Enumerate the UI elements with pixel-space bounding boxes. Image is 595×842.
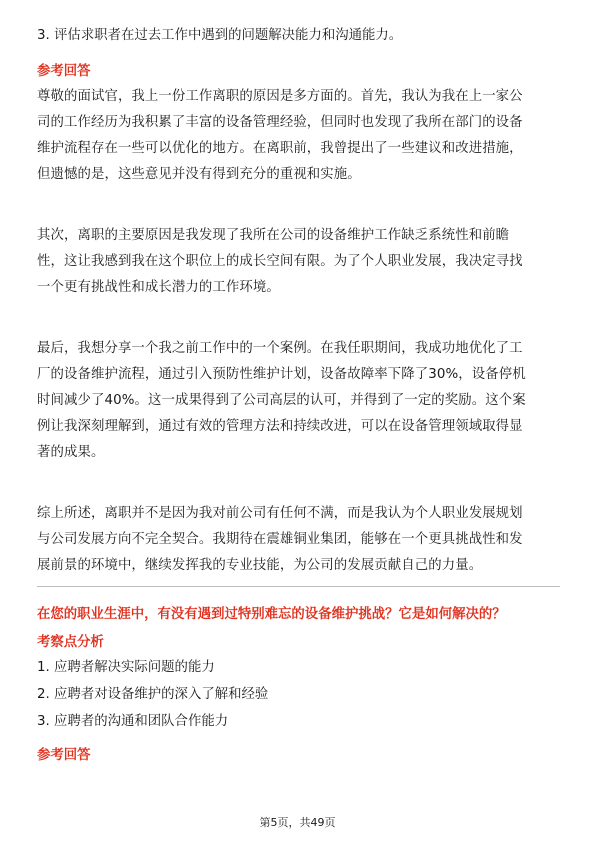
analysis-item: 3. 应聘者的沟通和团队合作能力 — [37, 714, 229, 729]
answer-heading: 参考回答 — [37, 64, 91, 79]
paragraph-line: 展前景的环境中，继续发挥我的专业技能，为公司的发展贡献自己的力量。 — [37, 558, 483, 573]
paragraph-line: 司的工作经历为我积累了丰富的设备管理经验，但同时也发现了我所在部门的设备 — [37, 115, 523, 130]
paragraph-line: 维护流程存在一些可以优化的地方。在离职前，我曾提出了一些建议和改进措施， — [37, 141, 523, 156]
interview-question: 在您的职业生涯中，有没有遇到过特别难忘的设备维护挑战？它是如何解决的？ — [37, 607, 506, 622]
paragraph-line: 但遗憾的是，这些意见并没有得到充分的重视和实施。 — [37, 167, 361, 182]
paragraph-line: 尊敬的面试官，我上一份工作离职的原因是多方面的。首先，我认为我在上一家公 — [37, 89, 523, 104]
paragraph-line: 与公司发展方向不完全契合。我期待在震雄铜业集团，能够在一个更具挑战性和发 — [37, 532, 523, 547]
paragraph-line: 性，这让我感到我在这个职位上的成长空间有限。为了个人职业发展，我决定寻找 — [37, 254, 523, 269]
section-divider — [37, 586, 560, 587]
page-number: 第5页，共49页 — [259, 816, 336, 829]
paragraph-line: 著的成果。 — [37, 445, 105, 460]
paragraph-line: 一个更有挑战性和成长潜力的工作环境。 — [37, 280, 280, 295]
analysis-item: 2. 应聘者对设备维护的深入了解和经验 — [37, 687, 269, 702]
paragraph-line: 其次，离职的主要原因是我发现了我所在公司的设备维护工作缺乏系统性和前瞻 — [37, 228, 510, 243]
analysis-heading: 考察点分析 — [37, 635, 104, 650]
paragraph-line: 厂的设备维护流程，通过引入预防性维护计划，设备故障率下降了30%，设备停机 — [37, 367, 526, 382]
paragraph-line: 时间减少了40%。这一成果得到了公司高层的认可，并得到了一定的奖励。这个案 — [37, 393, 526, 408]
paragraph-line: 例让我深刻理解到，通过有效的管理方法和持续改进，可以在设备管理领域取得显 — [37, 419, 523, 434]
answer-heading: 参考回答 — [37, 748, 91, 763]
evaluation-item-3: 3. 评估求职者在过去工作中遇到的问题解决能力和沟通能力。 — [37, 28, 403, 43]
analysis-item: 1. 应聘者解决实际问题的能力 — [37, 660, 215, 675]
paragraph-line: 最后，我想分享一个我之前工作中的一个案例。在我任职期间，我成功地优化了工 — [37, 341, 523, 356]
paragraph-line: 综上所述，离职并不是因为我对前公司有任何不满，而是我认为个人职业发展规划 — [37, 506, 523, 521]
